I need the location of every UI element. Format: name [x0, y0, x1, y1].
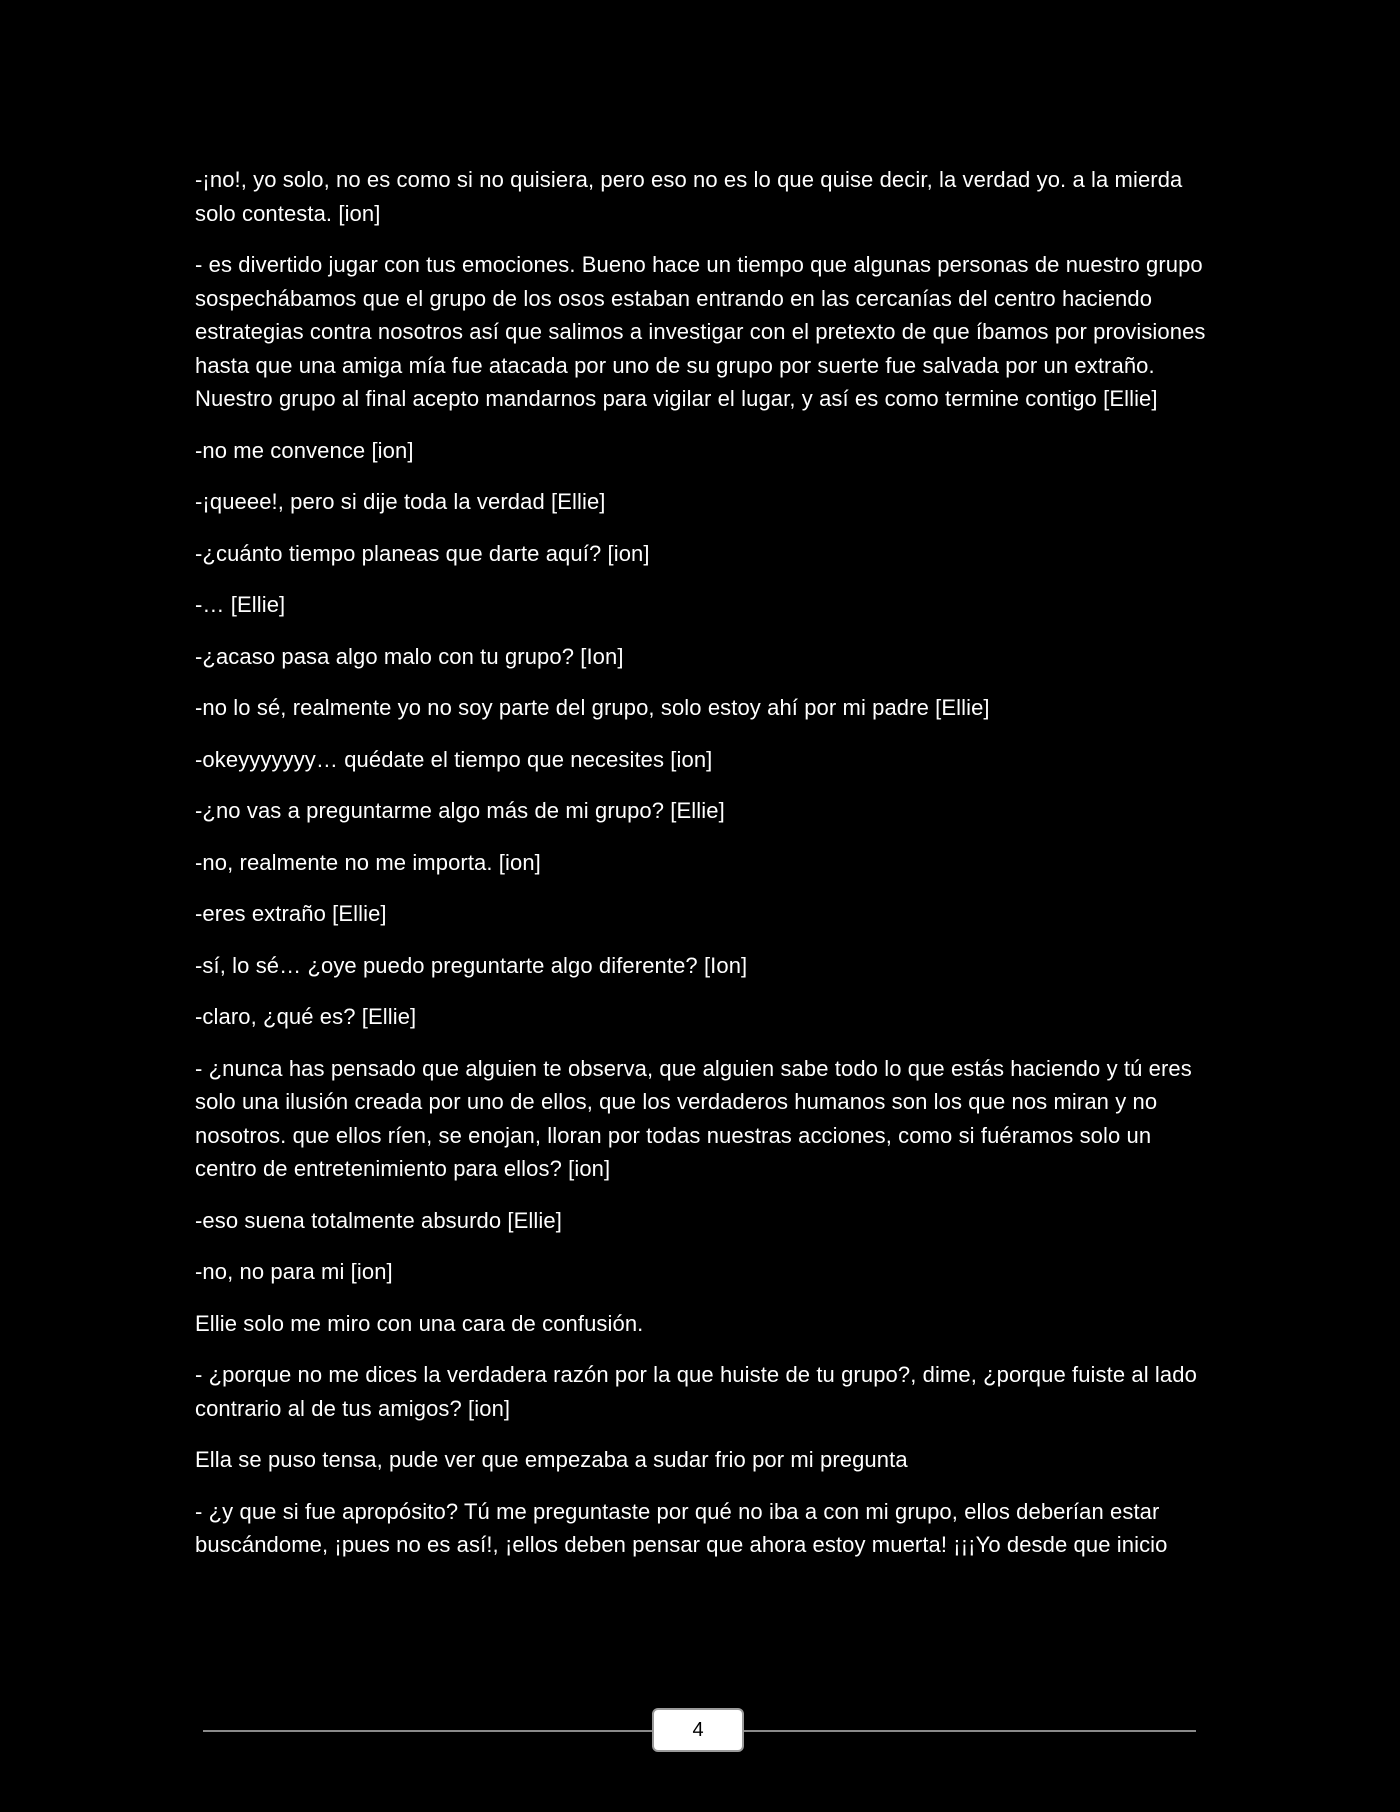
paragraph: - ¿y que si fue apropósito? Tú me preguntaste por qué no iba a con mi grupo, ellos deberían estar buscándome, ¡pues no es así!, ¡ellos deben pensar que ahora estoy muerta! ¡¡¡Yo desde que inicio — [195, 1498, 1168, 1557]
paragraph: - ¿porque no me dices la verdadera razón por la que huiste de tu grupo?, dime, ¿porque fuiste al lado contrario al de tus amigos? [ion] — [195, 1362, 1197, 1421]
paragraph: -eso suena totalmente absurdo [Ellie] — [195, 1207, 562, 1233]
paragraph: -no me convence [ion] — [195, 437, 414, 463]
paragraph: -eres extraño [Ellie] — [195, 901, 387, 926]
paragraph: -no, no para mi [ion] — [195, 1259, 393, 1284]
paragraph: - es divertido jugar con tus emociones. Bueno hace un tiempo que algunas personas de nuestro grupo sospechábamos que el grupo de los osos estaban entrando en las cercanías del centro haciendo estrategias contra nosotros así que salimos a investigar con el pretexto de que íbamos por provisiones hasta que una amiga mía fue atacada por uno de su grupo por suerte fue salvada por un extraño. Nuestro grupo al final acepto mandarnos para vigilar el lugar, y así es como termine contigo [Ellie] — [195, 252, 1206, 411]
paragraph: - ¿nunca has pensado que alguien te observa, que alguien sabe todo lo que estás haciendo y tú eres solo una ilusión creada por uno de ellos, que los verdaderos humanos son los que nos miran y no nosotros. que ellos ríen, se enojan, lloran por todas nuestras acciones, como si fuéramos solo un centro de entretenimiento para ellos? [ion] — [195, 1055, 1192, 1181]
paragraph: -¡queee!, pero si dije toda la verdad [Ellie] — [195, 489, 606, 514]
page-body — [195, 163, 1210, 1580]
paragraph: Ellie solo me miro con una cara de confusión. — [195, 1310, 644, 1336]
page-number: 4 — [652, 1708, 744, 1752]
paragraph: Ella se puso tensa, pude ver que empezaba a sudar frio por mi pregunta — [195, 1447, 908, 1472]
page-footer — [203, 1708, 1196, 1754]
paragraph: -¿no vas a preguntarme algo más de mi grupo? [Ellie] — [195, 798, 725, 823]
paragraph: -… [Ellie] — [195, 592, 286, 617]
paragraph: -¡no!, yo solo, no es como si no quisiera, pero eso no es lo que quise decir, la verdad yo. a la mierda solo contesta. [ion] — [195, 167, 1183, 226]
paragraph: -sí, lo sé… ¿oye puedo preguntarte algo diferente? [Ion] — [195, 952, 748, 978]
paragraph: -¿acaso pasa algo malo con tu grupo? [Ion] — [195, 643, 624, 669]
paragraph: -claro, ¿qué es? [Ellie] — [195, 1004, 417, 1029]
paragraph: -no, realmente no me importa. [ion] — [195, 849, 541, 875]
paragraph: -¿cuánto tiempo planeas que darte aquí? [ion] — [195, 540, 650, 566]
paragraph: -no lo sé, realmente yo no soy parte del grupo, solo estoy ahí por mi padre [Ellie] — [195, 695, 990, 720]
paragraph: -okeyyyyyyy… quédate el tiempo que necesites [ion] — [195, 746, 713, 772]
